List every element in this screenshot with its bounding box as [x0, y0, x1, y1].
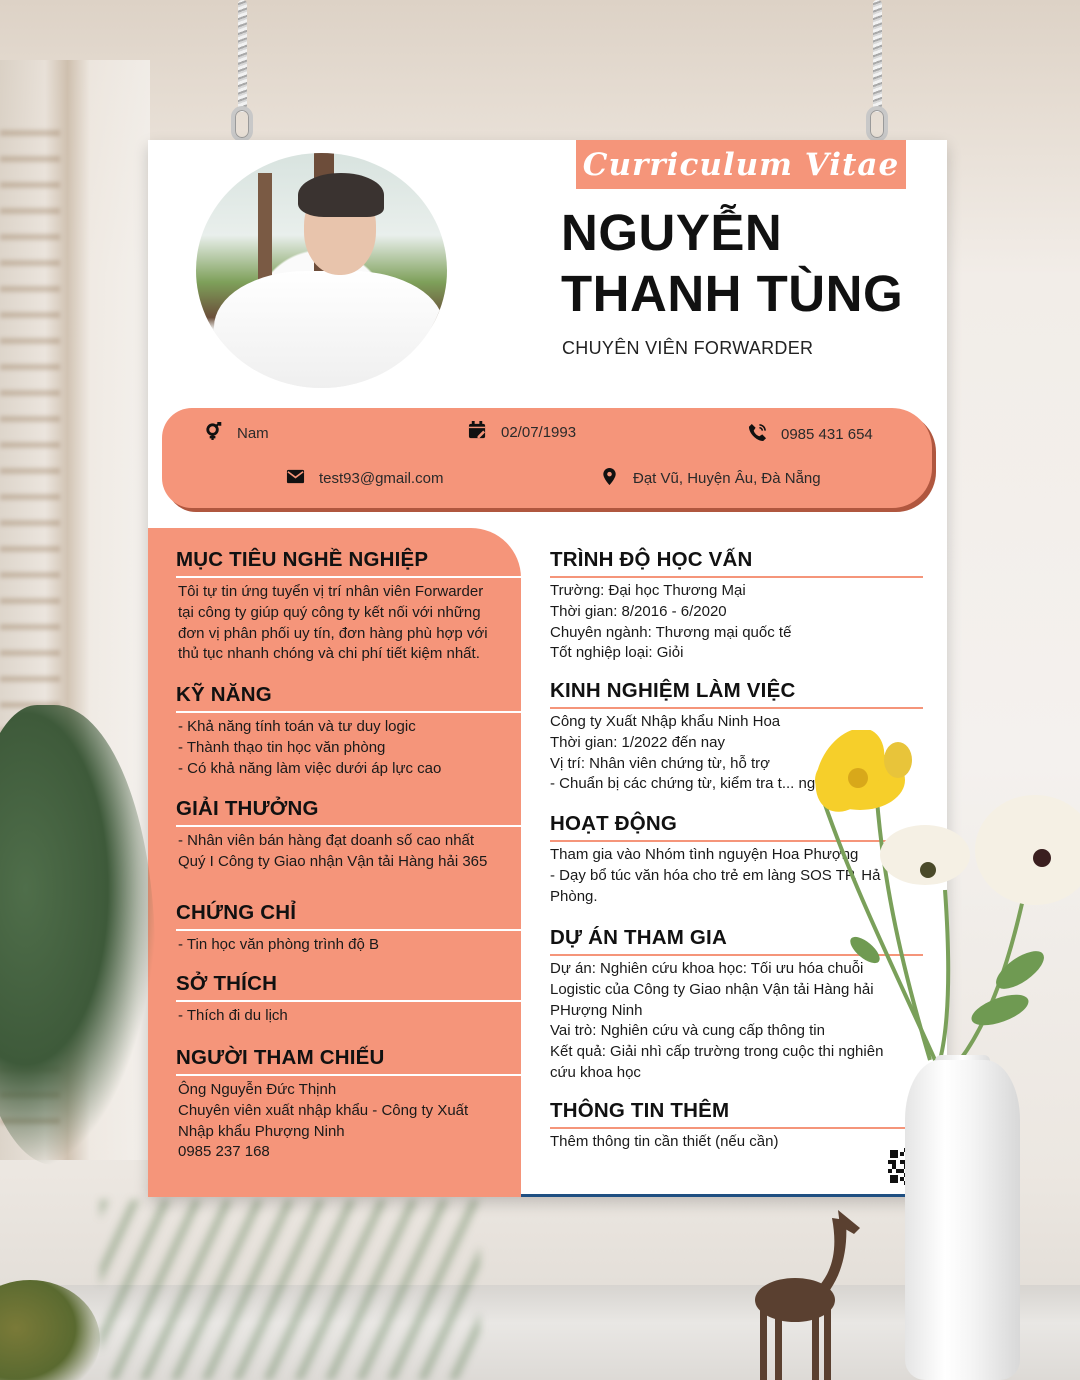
section-title: HOẠT ĐỘNG — [550, 812, 923, 842]
text-line: - Khả năng tính toán và tư duy logic — [178, 718, 416, 735]
text-line: Vai trò: Nghiên cứu và cung cấp thông tin — [550, 1022, 825, 1040]
section-body — [176, 1002, 521, 1027]
email-value: test93@gmail.com — [319, 470, 444, 487]
text-line: Công ty Xuất Nhập khẩu Ninh Hoa — [550, 713, 781, 730]
section-certificates — [176, 901, 521, 956]
deer-figurine — [720, 1200, 880, 1380]
text-line: Chuyên ngành: Thương mại quốc tế — [550, 623, 792, 641]
section-title: TRÌNH ĐỘ HỌC VẤN — [550, 548, 923, 578]
calendar-icon — [468, 421, 487, 444]
mail-icon — [286, 467, 305, 490]
section-education — [550, 548, 923, 664]
section-hobbies — [176, 972, 521, 1027]
section-body — [176, 1076, 521, 1163]
section-body — [176, 827, 521, 873]
text-line: Quý I Công ty Giao nhận Vận tải Hàng hải 365 — [178, 852, 488, 870]
text-line: Trường: Đại học Thương Mại — [550, 582, 746, 599]
candidate-name — [561, 202, 903, 324]
palm-leaves-blur — [100, 1200, 480, 1380]
text-line: cứu khoa học — [550, 1063, 641, 1081]
text-line: Phòng. — [550, 887, 598, 905]
contact-email — [286, 467, 443, 490]
flower-bouquet — [780, 730, 1080, 1070]
section-body — [176, 713, 521, 779]
section-title: KINH NGHIỆM LÀM VIỆC — [550, 679, 923, 709]
section-title: MỤC TIÊU NGHỀ NGHIỆP — [176, 548, 521, 578]
text-line: - Tin học văn phòng trình độ B — [178, 936, 379, 953]
contact-address — [600, 467, 821, 490]
phone-icon — [748, 423, 767, 446]
left-column — [148, 528, 521, 1197]
section-awards — [176, 797, 521, 873]
section-career-objective — [176, 548, 521, 665]
section-references — [176, 1046, 521, 1163]
text-line: Tôi tự tin ứng tuyển vị trí nhân viên Forwarder — [178, 583, 484, 600]
text-line: Thời gian: 8/2016 - 6/2020 — [550, 602, 727, 620]
text-line: 0985 237 168 — [178, 1143, 270, 1161]
section-body — [176, 578, 521, 665]
text-line: - Có khả năng làm việc dưới áp lực cao — [178, 759, 442, 777]
text-line: - Chuẩn bị các chứng từ, kiểm tra t... ng — [550, 775, 816, 793]
contact-birthday — [468, 421, 576, 444]
section-body — [550, 1129, 923, 1153]
text-line: Tham gia vào Nhóm tình nguyện Hoa Phượng — [550, 846, 859, 863]
contact-info-bar — [162, 408, 932, 508]
text-line: Chuyên viên xuất nhập khẩu - Công ty Xuất — [178, 1101, 469, 1119]
section-title: THÔNG TIN THÊM — [550, 1099, 923, 1129]
text-line: Thời gian: 1/2022 đến nay — [550, 733, 725, 751]
text-line: - Thành thạo tin học văn phòng — [178, 738, 386, 756]
photo-shirt — [214, 271, 444, 388]
gender-icon — [204, 422, 223, 445]
section-skills — [176, 683, 521, 779]
text-line: Ông Nguyễn Đức Thịnh — [178, 1081, 337, 1098]
section-body — [176, 931, 521, 956]
text-line: - Dạy bổ túc văn hóa cho trẻ em làng SOS TP. Hả — [550, 866, 881, 884]
text-line: Tốt nghiệp loại: Giỏi — [550, 644, 684, 662]
text-line: thủ tục nhanh chóng và chi phí tiết kiệm nhất. — [178, 645, 480, 663]
section-title: DỰ ÁN THAM GIA — [550, 926, 923, 956]
photo-hair — [298, 173, 384, 217]
hanging-rope-left — [238, 0, 247, 112]
location-pin-icon — [600, 467, 619, 490]
hanging-ring-right — [866, 106, 888, 142]
text-line: Kết quả: Giải nhì cấp trường trong cuộc thi nghiên — [550, 1043, 884, 1061]
text-line: Dự án: Nghiên cứu khoa học: Tối ưu hóa chuỗi — [550, 960, 864, 977]
text-line: PHượng Ninh — [550, 1001, 643, 1019]
section-additional-info — [550, 1099, 923, 1153]
contact-gender — [204, 422, 269, 445]
phone-value: 0985 431 654 — [781, 426, 873, 443]
section-body — [550, 578, 923, 664]
section-title: NGƯỜI THAM CHIẾU — [176, 1046, 521, 1076]
text-line: Thêm thông tin cần thiết (nếu cần) — [550, 1133, 779, 1150]
text-line: đơn vị phân phối uy tín, đơn hàng phù hợp với — [178, 624, 488, 642]
avatar — [196, 153, 447, 388]
name-line-2: THANH TÙNG — [561, 265, 904, 322]
text-line: tại công ty giúp quý công ty kết nối với những — [178, 603, 481, 621]
text-line: - Thích đi du lịch — [178, 1007, 288, 1024]
hanging-rope-right — [873, 0, 882, 112]
section-title: KỸ NĂNG — [176, 683, 521, 713]
section-title: SỞ THÍCH — [176, 972, 521, 1002]
address-value: Đạt Vũ, Huyện Âu, Đà Nẵng — [633, 470, 821, 487]
section-title: CHỨNG CHỈ — [176, 901, 521, 931]
cv-title-badge: Curriculum Vitae — [576, 140, 906, 189]
gender-value: Nam — [237, 425, 269, 442]
text-line: Logistic của Công ty Giao nhận Vận tải Hàng hải — [550, 980, 874, 998]
name-line-1: NGUYỄN — [561, 204, 783, 261]
job-title: CHUYÊN VIÊN FORWARDER — [562, 338, 814, 358]
hanging-ring-left — [231, 106, 253, 142]
flower-vase — [905, 1060, 1020, 1380]
text-line: Vị trí: Nhân viên chứng từ, hỗ trợ — [550, 754, 771, 772]
text-line: Nhập khẩu Phượng Ninh — [178, 1122, 345, 1140]
birthday-value: 02/07/1993 — [501, 424, 577, 441]
section-title: GIẢI THƯỞNG — [176, 797, 521, 827]
text-line: - Nhân viên bán hàng đạt doanh số cao nhất — [178, 832, 475, 849]
contact-phone — [748, 423, 873, 446]
